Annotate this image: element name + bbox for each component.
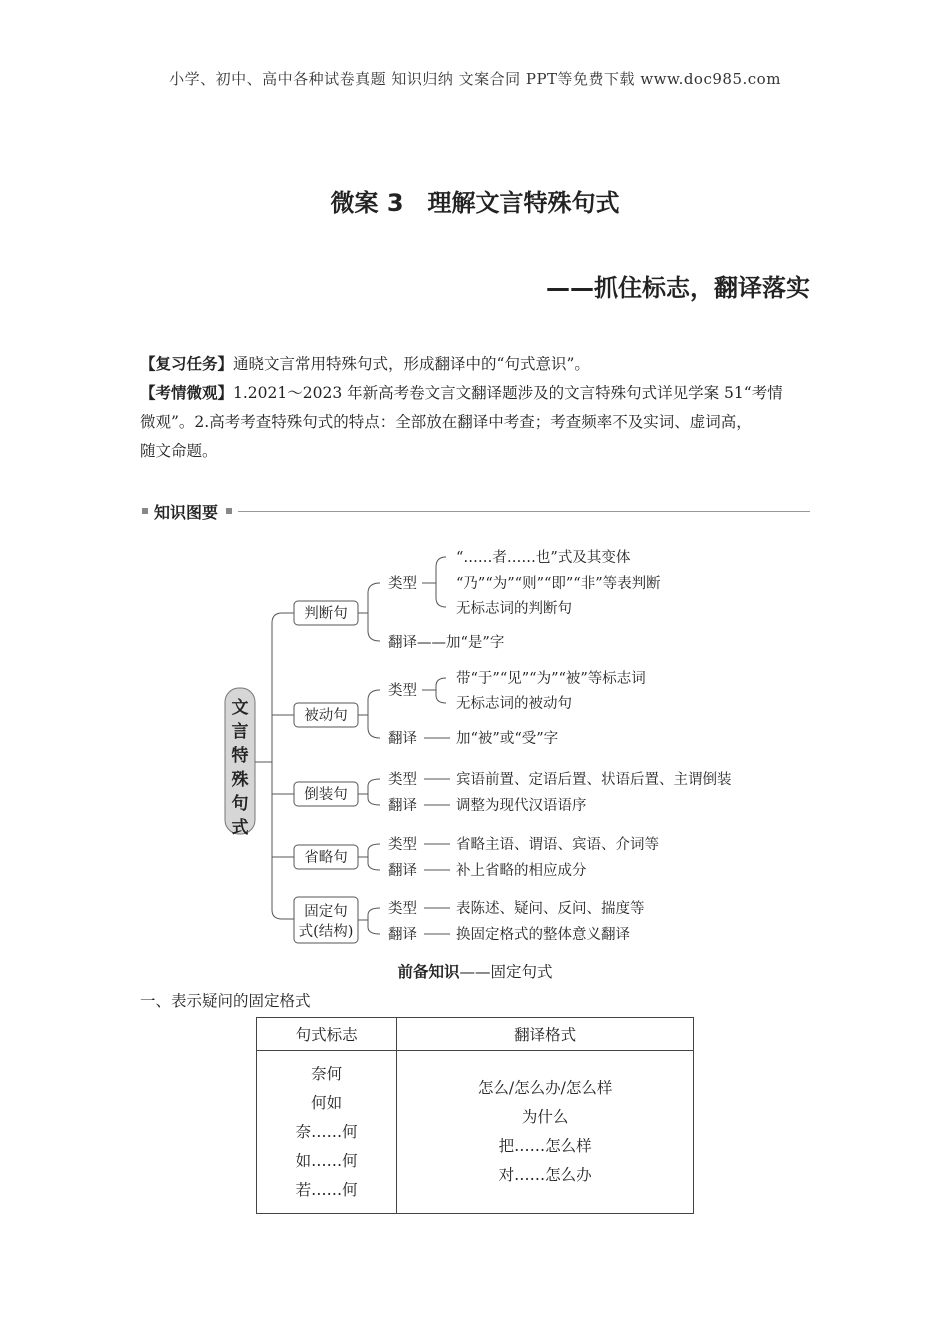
passive-type: 类型 xyxy=(388,683,417,699)
review-label: 【复习任务】 xyxy=(140,355,234,373)
exam-label: 【考情微观】 xyxy=(140,384,234,402)
branch-line xyxy=(436,678,446,703)
omitted-translate-label: 翻译 xyxy=(388,863,417,879)
marker-item: 奈何 xyxy=(311,1064,343,1083)
inverted-translate-label: 翻译 xyxy=(388,798,417,814)
table-row xyxy=(257,1051,694,1214)
translation-item: 对……怎么办 xyxy=(498,1166,592,1184)
judge-translate: 翻译——加“是”字 xyxy=(388,635,505,651)
table-cell-translations xyxy=(397,1051,694,1214)
marker-item: 如……何 xyxy=(295,1151,358,1170)
inverted-translate-text: 调整为现代汉语语序 xyxy=(456,798,587,814)
category-passive: 被动句 xyxy=(304,708,348,724)
caption-rest: ——固定句式 xyxy=(459,963,553,981)
marker-item: 若……何 xyxy=(295,1180,358,1199)
branch-line xyxy=(368,779,380,805)
judge-item: 无标志词的判断句 xyxy=(456,601,572,617)
root-char: 言 xyxy=(231,722,249,742)
omitted-translate-text: 补上省略的相应成分 xyxy=(456,863,587,879)
inverted-type-label: 类型 xyxy=(388,772,417,788)
branch-line xyxy=(368,583,380,641)
passive-item: 无标志词的被动句 xyxy=(456,696,572,712)
section-title: 知识图要 xyxy=(154,503,219,522)
spine-line xyxy=(272,613,282,919)
root-char: 文 xyxy=(231,698,249,718)
table-header-row xyxy=(257,1018,694,1051)
marker-item: 奈……何 xyxy=(295,1122,358,1141)
omitted-type-label: 类型 xyxy=(388,837,417,853)
judge-type: 类型 xyxy=(388,576,417,592)
branch-line xyxy=(368,844,380,870)
fixed-translate-label: 翻译 xyxy=(388,927,417,943)
caption-bold: 前备知识 xyxy=(397,963,460,981)
table-header-cell: 句式标志 xyxy=(257,1018,397,1051)
fixed-format-table xyxy=(256,1017,694,1214)
inverted-type-text: 宾语前置、定语后置、状语后置、主谓倒装 xyxy=(456,772,732,788)
branch-line xyxy=(368,690,380,738)
table-header-cell: 翻译格式 xyxy=(397,1018,694,1051)
branch-line xyxy=(368,908,380,934)
table-cell-markers xyxy=(257,1051,397,1214)
category-inverted: 倒装句 xyxy=(304,787,348,803)
translation-item: 怎么/怎么办/怎么样 xyxy=(477,1079,613,1097)
translation-item: 把……怎么样 xyxy=(498,1137,592,1155)
root-char: 特 xyxy=(231,746,249,766)
page-subtitle: ——抓住标志，翻译落实 xyxy=(546,274,810,302)
fixed-translate-text: 换固定格式的整体意义翻译 xyxy=(456,927,630,943)
exam-line-2: 微观”。2.高考考查特殊句式的特点：全部放在翻译中考查；考查频率不及实词、虚词高， xyxy=(140,413,752,431)
passive-translate-label: 翻译 xyxy=(388,731,417,747)
subsection-heading: 一、表示疑问的固定格式 xyxy=(140,992,311,1010)
figure-caption xyxy=(0,960,950,982)
root-char: 式 xyxy=(231,818,249,838)
page-title: 微案 3 理解文言特殊句式 xyxy=(330,189,620,217)
translation-item: 为什么 xyxy=(521,1108,569,1126)
branch-line xyxy=(436,557,446,607)
category-omitted: 省略句 xyxy=(304,850,348,866)
root-char: 句 xyxy=(231,794,249,814)
passive-item: 带“于”“见”“为”“被”等标志词 xyxy=(456,671,646,687)
root-char: 殊 xyxy=(231,770,249,790)
fixed-type-text: 表陈述、疑问、反问、揣度等 xyxy=(456,901,645,917)
passive-translate-text: 加“被”或“受”字 xyxy=(456,731,559,747)
page-header: 小学、初中、高中各种试卷真题 知识归纳 文案合同 PPT等免费下载 www.doc985.com xyxy=(169,70,781,88)
category-fixed-line2: 式(结构) xyxy=(298,924,354,940)
omitted-type-text: 省略主语、谓语、宾语、介词等 xyxy=(456,837,659,853)
judge-item: “乃”“为”“则”“即”“非”等表判断 xyxy=(456,576,661,592)
marker-item: 何如 xyxy=(311,1093,343,1112)
exam-line-1: 1.2021～2023 年新高考卷文言文翻译题涉及的文言特殊句式详见学案 51“考情 xyxy=(233,384,783,402)
category-fixed-line1: 固定句 xyxy=(304,904,348,920)
review-text: 通晓文言常用特殊句式，形成翻译中的“句式意识”。 xyxy=(233,355,590,373)
judge-item: “……者……也”式及其变体 xyxy=(456,550,631,566)
exam-line-3: 随文命题。 xyxy=(140,442,218,460)
category-judge: 判断句 xyxy=(304,606,348,622)
fixed-type-label: 类型 xyxy=(388,901,417,917)
